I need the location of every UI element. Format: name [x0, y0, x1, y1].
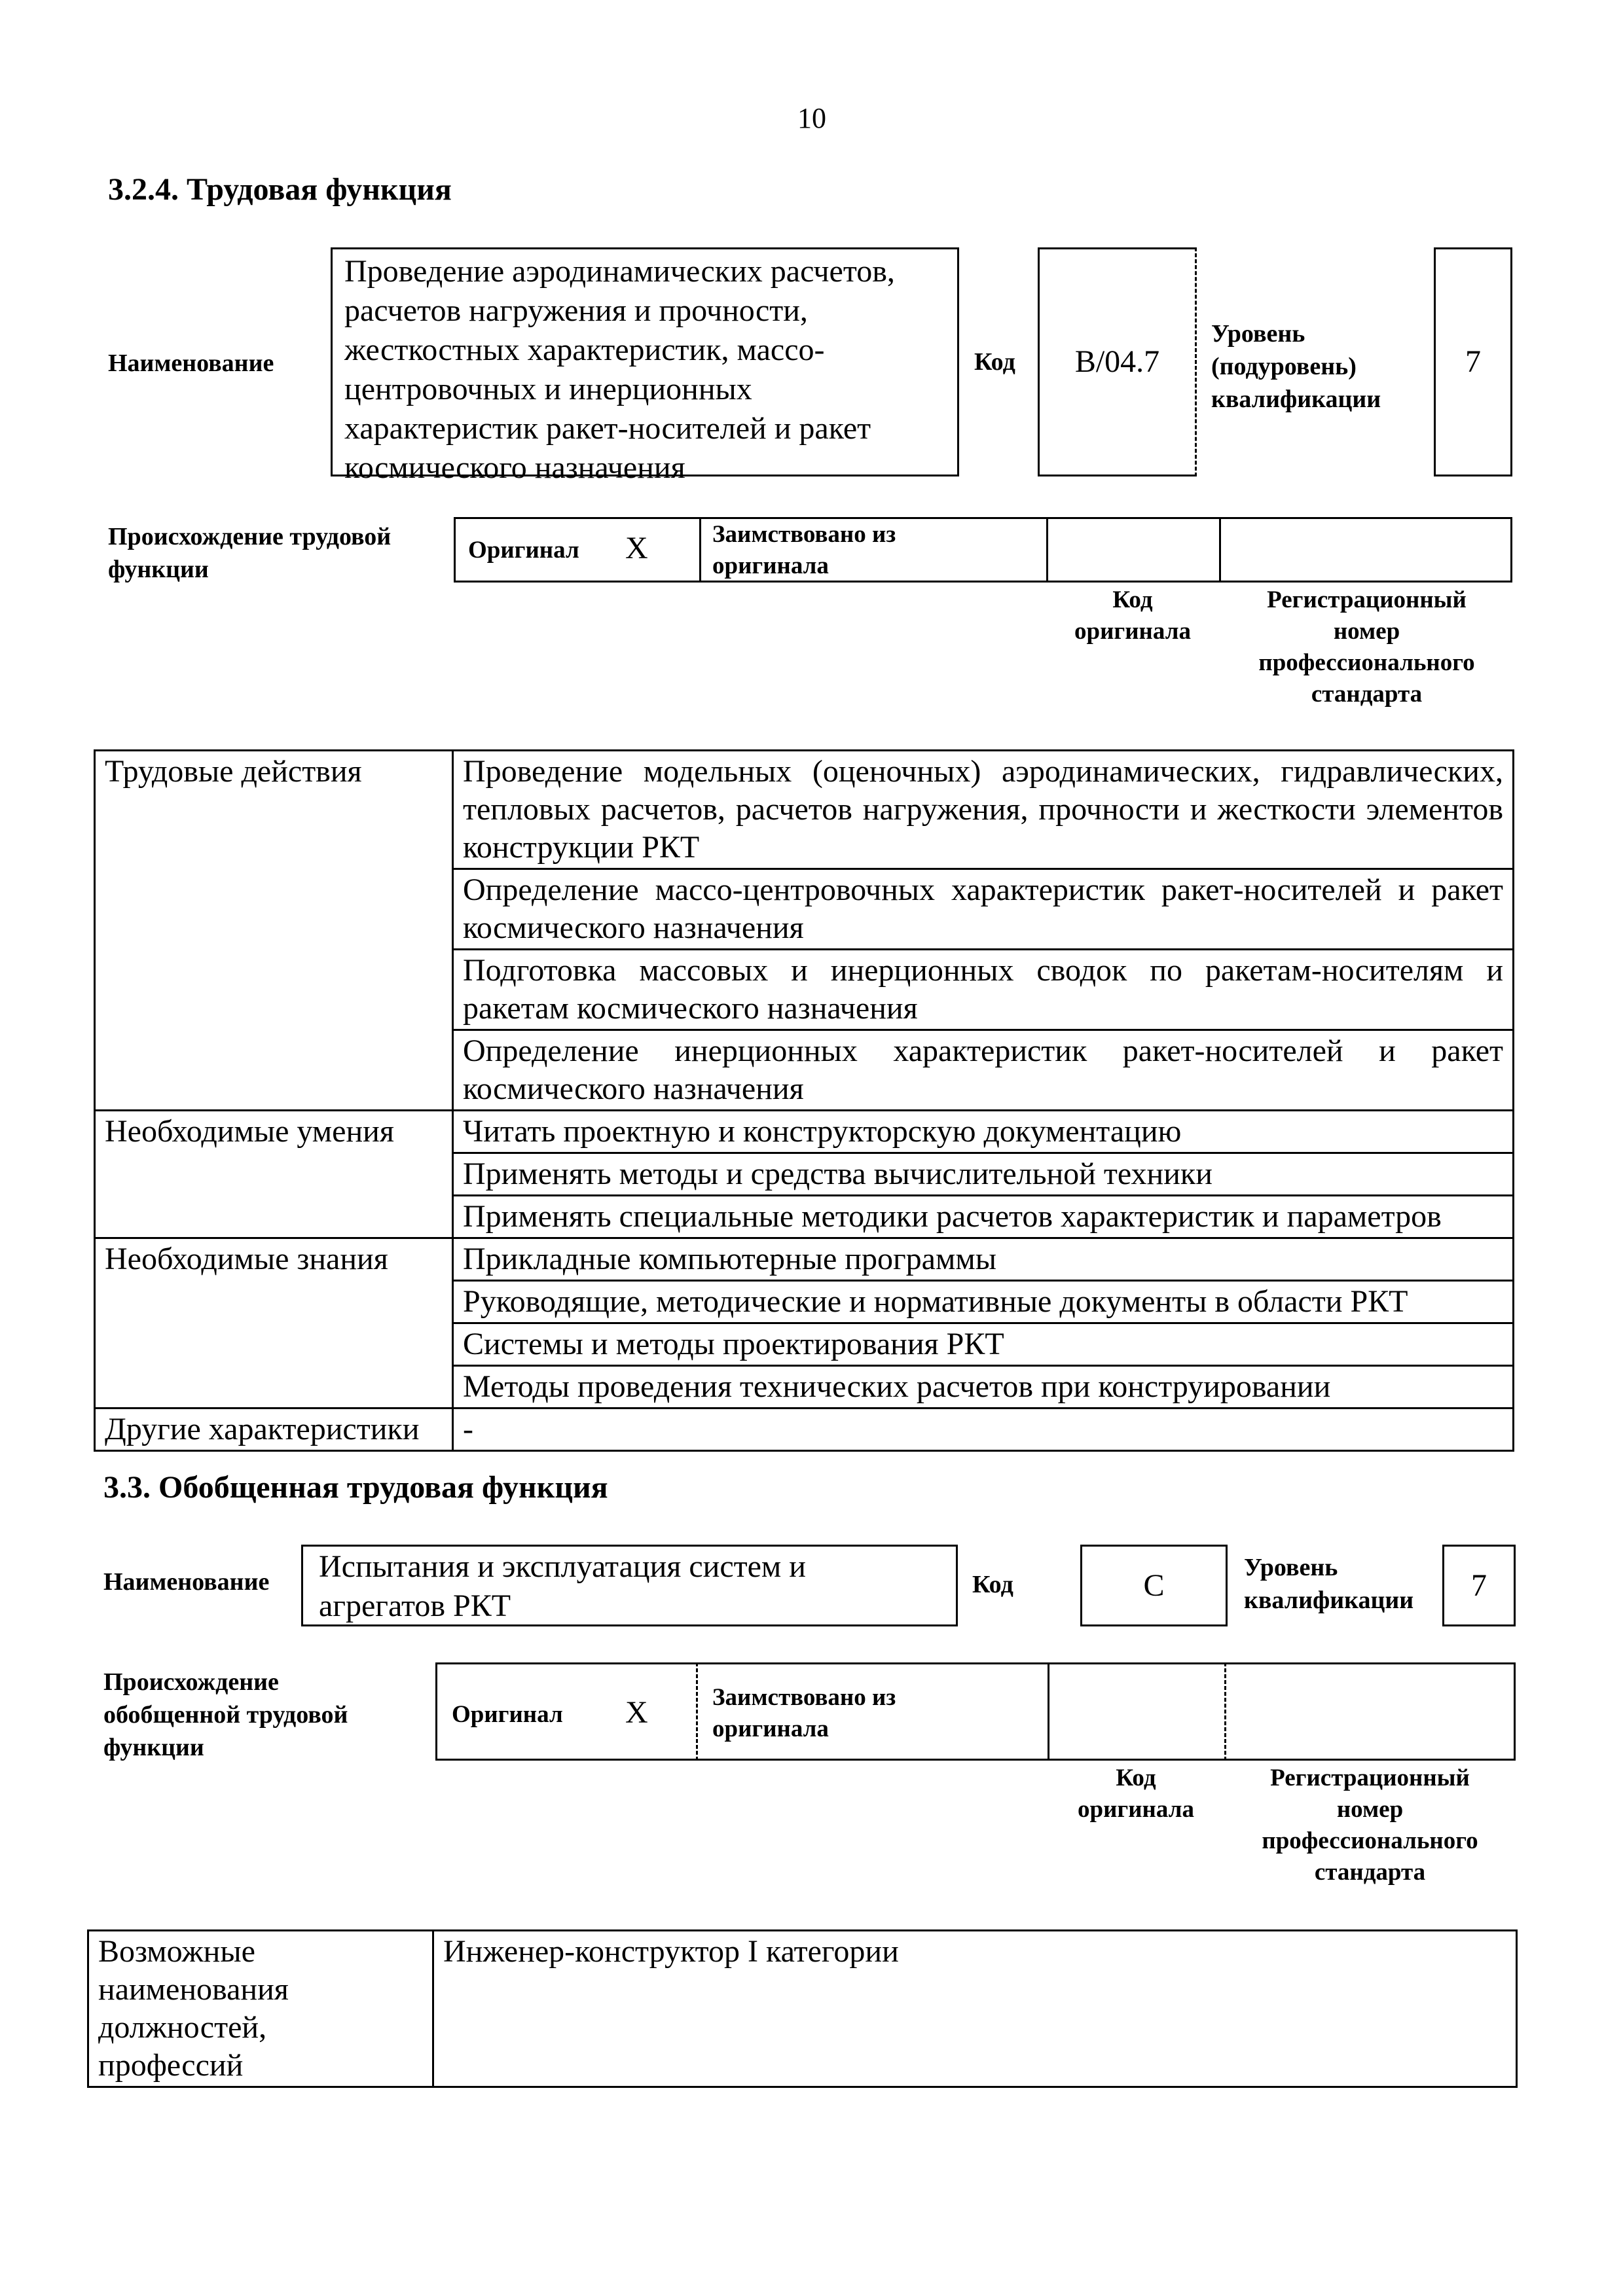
item-cell: Прикладные компьютерные программы — [453, 1238, 1514, 1281]
level-label — [1244, 1551, 1413, 1617]
level-value: 7 — [1471, 1568, 1487, 1603]
original-mark: X — [625, 1695, 648, 1730]
function-name-line: Проведение аэродинамических расчетов, — [344, 254, 895, 289]
table-row — [95, 1238, 1514, 1281]
table-row — [95, 1111, 1514, 1153]
page-number: 10 — [797, 102, 826, 134]
origin-label — [103, 1666, 348, 1764]
item-cell: Методы проведения технических расчетов при конструировании — [453, 1366, 1514, 1408]
section-heading-3-3: 3.3. Обобщенная трудовая функция — [103, 1470, 608, 1505]
level-box — [1434, 247, 1512, 476]
origin-divider-dashed — [696, 1662, 698, 1761]
function-details-table — [94, 749, 1514, 1452]
positions-label-line: профессий — [98, 2048, 244, 2083]
caption-line: стандарта — [1311, 681, 1423, 708]
caption-line: профессионального — [1258, 649, 1475, 676]
original-label: Оригинал — [468, 537, 579, 564]
code-original-caption — [1048, 584, 1218, 647]
item-cell: Руководящие, методические и нормативные документы в области РКТ — [453, 1281, 1514, 1323]
section-heading-3-2-4: 3.2.4. Трудовая функция — [108, 172, 452, 207]
origin-divider — [699, 517, 701, 583]
positions-label-cell — [88, 1931, 433, 2087]
table-row — [95, 751, 1514, 869]
origin-divider-dashed — [1224, 1662, 1226, 1761]
origin-label-line: Происхождение — [103, 1668, 279, 1696]
table-row — [88, 1931, 1517, 2087]
generalized-function-name-box — [301, 1545, 958, 1626]
positions-value-cell: Инженер-конструктор I категории — [433, 1931, 1517, 2087]
item-cell: - — [453, 1408, 1514, 1451]
name-label: Наименование — [103, 1568, 270, 1596]
positions-table — [87, 1929, 1518, 2088]
reg-number-caption — [1221, 584, 1512, 710]
level-label-line: квалификации — [1244, 1587, 1414, 1614]
borrowed-label — [712, 519, 896, 582]
item-cell: Проведение модельных (оценочных) аэродинамических, гидравлических, тепловых расчетов, расчетов нагружения, прочности и жесткости элементов конструкции РКТ — [453, 751, 1514, 869]
item-cell: Системы и методы проектирования РКТ — [453, 1323, 1514, 1366]
positions-label-line: должностей, — [98, 2010, 267, 2045]
code-value: B/04.7 — [1074, 344, 1160, 379]
positions-label-line: Возможные — [98, 1934, 255, 1969]
origin-label-line: функции — [108, 556, 209, 583]
level-box — [1442, 1545, 1516, 1626]
borrowed-label-line: оригинала — [712, 552, 829, 579]
caption-line: номер — [1336, 1796, 1404, 1823]
code-original-caption — [1048, 1763, 1224, 1825]
caption-line: стандарта — [1314, 1859, 1426, 1886]
original-label: Оригинал — [452, 1701, 563, 1728]
origin-row — [454, 517, 1512, 583]
item-cell: Применять методы и средства вычислительной техники — [453, 1153, 1514, 1196]
function-name-line: Испытания и эксплуатация систем и — [319, 1549, 806, 1584]
item-cell: Применять специальные методики расчетов характеристик и параметров — [453, 1196, 1514, 1238]
origin-label — [108, 520, 391, 586]
level-label-line: Уровень — [1211, 320, 1305, 348]
item-cell: Читать проектную и конструкторскую документацию — [453, 1111, 1514, 1153]
origin-label-line: функции — [103, 1734, 204, 1761]
category-cell: Трудовые действия — [95, 751, 453, 1111]
caption-line: номер — [1333, 618, 1400, 645]
origin-label-line: Происхождение трудовой — [108, 523, 392, 550]
positions-label-line: наименования — [98, 1972, 289, 2007]
category-cell: Другие характеристики — [95, 1408, 453, 1451]
function-name-line: расчетов нагружения и прочности, — [344, 293, 808, 328]
level-label — [1211, 317, 1381, 416]
caption-line: профессионального — [1262, 1827, 1478, 1854]
reg-number-caption — [1224, 1763, 1516, 1888]
code-label: Код — [974, 348, 1015, 376]
borrowed-label — [712, 1682, 896, 1745]
item-cell: Подготовка массовых и инерционных сводок по ракетам-носителям и ракетам космического назначения — [453, 950, 1514, 1030]
level-value: 7 — [1465, 344, 1481, 379]
function-name-line: характеристик ракет-носителей и ракет — [344, 411, 871, 446]
caption-line: оригинала — [1078, 1796, 1194, 1823]
name-label: Наименование — [108, 350, 274, 377]
code-label: Код — [972, 1571, 1013, 1598]
caption-line: Регистрационный — [1270, 1765, 1470, 1791]
function-name-box — [331, 247, 959, 485]
function-name-line: агрегатов РКТ — [319, 1588, 511, 1623]
level-label-line: (подуровень) — [1211, 353, 1357, 380]
caption-line: Код — [1116, 1765, 1156, 1791]
level-label-line: Уровень — [1244, 1554, 1338, 1581]
category-cell: Необходимые умения — [95, 1111, 453, 1238]
borrowed-label-line: Заимствовано из — [712, 1684, 896, 1711]
function-name-line: космического назначения — [344, 450, 685, 485]
caption-line: оригинала — [1074, 618, 1191, 645]
origin-row — [435, 1662, 1516, 1761]
category-cell: Необходимые знания — [95, 1238, 453, 1408]
level-label-line: квалификации — [1211, 386, 1381, 413]
borrowed-label-line: Заимствовано из — [712, 521, 896, 548]
code-box — [1038, 247, 1195, 476]
origin-divider — [1219, 517, 1221, 583]
caption-line: Код — [1112, 586, 1153, 613]
code-value: C — [1143, 1568, 1165, 1603]
origin-label-line: обобщенной трудовой — [103, 1701, 348, 1729]
caption-line: Регистрационный — [1267, 586, 1467, 613]
borrowed-label-line: оригинала — [712, 1715, 829, 1742]
origin-divider — [1048, 1662, 1049, 1761]
function-name-line: жесткостных характеристик, массо- — [344, 332, 825, 367]
original-mark: X — [625, 531, 648, 565]
table-row — [95, 1408, 1514, 1451]
origin-divider — [1046, 517, 1048, 583]
code-box-dashed-edge — [1195, 247, 1197, 476]
item-cell: Определение инерционных характеристик ракет-носителей и ракет космического назначения — [453, 1030, 1514, 1111]
function-name-line: центровочных и инерционных — [344, 372, 752, 406]
code-box — [1080, 1545, 1228, 1626]
item-cell: Определение массо-центровочных характеристик ракет-носителей и ракет космического назначения — [453, 869, 1514, 950]
